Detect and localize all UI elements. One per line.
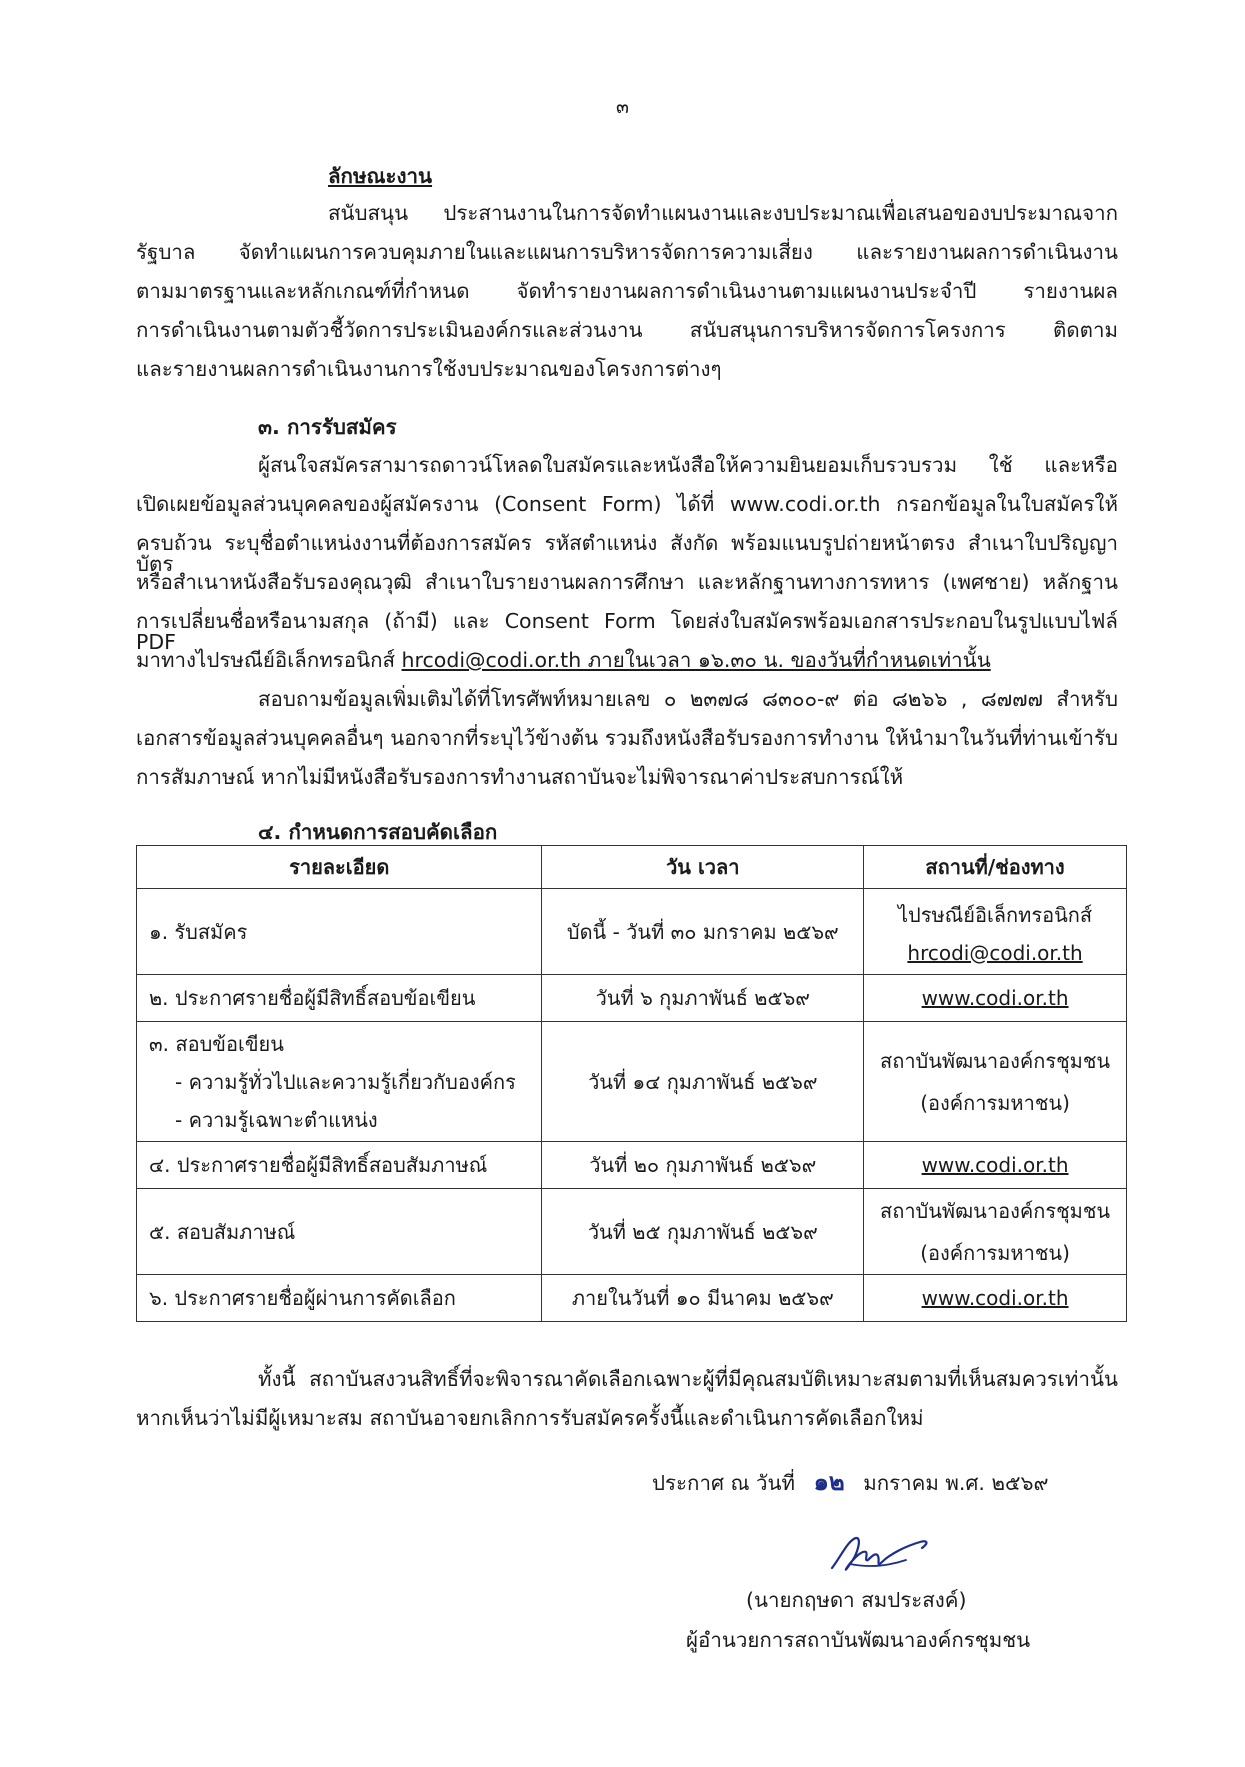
row-date: วันที่ ๖ กุมภาพันธ์ ๒๕๖๙ — [542, 975, 864, 1022]
job-heading: ลักษณะงาน — [328, 164, 433, 188]
announce-suffix: มกราคม พ.ศ. ๒๕๖๙ — [863, 1471, 1049, 1495]
col-header-place: สถานที่/ช่องทาง — [864, 846, 1127, 889]
announce-day: ๑๒ — [813, 1467, 845, 1496]
table-row — [137, 1022, 1127, 1142]
job-line: สนับสนุน ประสานงานในการจัดทำแผนงานและงบประมาณเพื่อเสนอของบประมาณจาก — [328, 201, 1118, 225]
apply-line: หรือสำเนาหนังสือรับรองคุณวุฒิ สำเนาใบรายงานผลการศึกษา และหลักฐานทางการทหาร (เพศชาย) หลักฐาน — [136, 570, 1118, 594]
apply-prefix: มาทางไปรษณีย์อิเล็กทรอนิกส์ — [136, 648, 402, 672]
table-row — [137, 1275, 1127, 1322]
contact-line: สอบถามข้อมูลเพิ่มเติมได้ที่โทรศัพท์หมายเลข ๐ ๒๓๗๘ ๘๓๐๐-๙ ต่อ ๘๒๖๖ , ๘๗๗๗ สำหรับ — [258, 687, 1118, 711]
job-line: และรายงานผลการดำเนินงานการใช้งบประมาณของโครงการต่างๆ — [136, 357, 722, 381]
signer-name: (นายกฤษดา สมประสงค์) — [746, 1588, 967, 1612]
apply-heading: ๓. การรับสมัคร — [258, 415, 397, 439]
row-detail — [137, 1022, 542, 1142]
table-row — [137, 889, 1127, 975]
row-detail: ๔. ประกาศรายชื่อผู้มีสิทธิ์สอบสัมภาษณ์ — [137, 1142, 542, 1189]
apply-line-last — [136, 650, 991, 671]
signer-title: ผู้อำนวยการสถาบันพัฒนาองค์กรชุมชน — [686, 1628, 1031, 1652]
row-detail: ๑. รับสมัคร — [137, 889, 542, 975]
row-place — [864, 1189, 1127, 1275]
table-header-row — [137, 846, 1127, 889]
table-row — [137, 975, 1127, 1022]
place-web-link[interactable]: www.codi.or.th — [864, 975, 1127, 1022]
announce-prefix: ประกาศ ณ วันที่ — [652, 1471, 796, 1495]
apply-line: เปิดเผยข้อมูลส่วนบุคคลของผู้สมัครงาน (Consent Form) ได้ที่ www.codi.or.th กรอกข้อมูลในใบสมัครให้ — [136, 492, 1118, 516]
place-line: สถาบันพัฒนาองค์กรชุมชน — [880, 1048, 1111, 1073]
place-web-link[interactable]: www.codi.or.th — [864, 1142, 1127, 1189]
row-date: วันที่ ๒๕ กุมภาพันธ์ ๒๕๖๙ — [542, 1189, 864, 1275]
schedule-table — [136, 845, 1127, 1322]
table-row — [137, 1142, 1127, 1189]
row-date: วันที่ ๒๐ กุมภาพันธ์ ๒๕๖๙ — [542, 1142, 864, 1189]
row-date: วันที่ ๑๔ กุมภาพันธ์ ๒๕๖๙ — [542, 1022, 864, 1142]
row-detail-sub: - ความรู้เฉพาะตำแหน่ง — [175, 1107, 378, 1132]
row-date: ภายในวันที่ ๑๐ มีนาคม ๒๕๖๙ — [542, 1275, 864, 1322]
place-web-link[interactable]: www.codi.or.th — [864, 1275, 1127, 1322]
job-line: รัฐบาล จัดทำแผนการควบคุมภายในและแผนการบริหารจัดการความเสี่ยง และรายงานผลการดำเนินงาน — [136, 240, 1118, 264]
contact-line: เอกสารข้อมูลส่วนบุคคลอื่นๆ นอกจากที่ระบุไว้ข้างต้น รวมถึงหนังสือรับรองการทำงาน ให้นำมาในวันที่ท่านเข้ารับ — [136, 726, 1118, 750]
contact-line: การสัมภาษณ์ หากไม่มีหนังสือรับรองการทำงานสถาบันจะไม่พิจารณาค่าประสบการณ์ให้ — [136, 765, 904, 789]
closing-line: หากเห็นว่าไม่มีผู้เหมาะสม สถาบันอาจยกเลิกการรับสมัครครั้งนี้และดำเนินการคัดเลือกใหม่ — [136, 1406, 924, 1430]
apply-email-deadline[interactable]: hrcodi@codi.or.th ภายในเวลา ๑๖.๓๐ น. ของวันที่กำหนดเท่านั้น — [401, 648, 991, 672]
row-place — [864, 889, 1127, 975]
apply-line: การเปลี่ยนชื่อหรือนามสกุล (ถ้ามี) และ Consent Form โดยส่งใบสมัครพร้อมเอกสารประกอบในรูปแบบไฟล์ PDF — [136, 609, 1118, 654]
row-detail: ๖. ประกาศรายชื่อผู้ผ่านการคัดเลือก — [137, 1275, 542, 1322]
job-line: การดำเนินงานตามตัวชี้วัดการประเมินองค์กรและส่วนงาน สนับสนุนการบริหารจัดการโครงการ ติดตาม — [136, 318, 1118, 342]
place-email-link[interactable]: hrcodi@codi.or.th — [907, 940, 1083, 965]
place-line: ไปรษณีย์อิเล็กทรอนิกส์ — [898, 902, 1093, 927]
row-place — [864, 1022, 1127, 1142]
apply-line: ผู้สนใจสมัครสามารถดาวน์โหลดใบสมัครและหนังสือให้ความยินยอมเก็บรวบรวม ใช้ และหรือ — [258, 453, 1118, 477]
job-line: ตามมาตรฐานและหลักเกณฑ์ที่กำหนด จัดทำรายงานผลการดำเนินงานตามแผนงานประจำปี รายงานผล — [136, 279, 1118, 303]
place-line: (องค์การมหาชน) — [920, 1090, 1070, 1115]
row-date: บัดนี้ - วันที่ ๓๐ มกราคม ๒๕๖๙ — [542, 889, 864, 975]
schedule-heading: ๔. กำหนดการสอบคัดเลือก — [258, 820, 498, 844]
announce-date — [652, 1467, 1049, 1496]
place-line: สถาบันพัฒนาองค์กรชุมชน — [880, 1198, 1111, 1223]
page-number: ๓ — [616, 96, 629, 118]
row-detail-sub: - ความรู้ทั่วไปและความรู้เกี่ยวกับองค์กร — [175, 1069, 516, 1094]
closing-line: ทั้งนี้ สถาบันสงวนสิทธิ์ที่จะพิจารณาคัดเลือกเฉพาะผู้ที่มีคุณสมบัติเหมาะสมตามที่เห็นสมควรเท่านั้น — [258, 1367, 1118, 1391]
apply-line: ครบถ้วน ระบุชื่อตำแหน่งงานที่ต้องการสมัคร รหัสตำแหน่ง สังกัด พร้อมแนบรูปถ่ายหน้าตรง สำเนาใบปริญญาบัตร — [136, 531, 1118, 576]
table-row — [137, 1189, 1127, 1275]
signature-image — [810, 1520, 950, 1590]
place-line: (องค์การมหาชน) — [920, 1240, 1070, 1265]
row-detail-title: ๓. สอบข้อเขียน — [149, 1031, 284, 1056]
row-detail: ๕. สอบสัมภาษณ์ — [137, 1189, 542, 1275]
col-header-date: วัน เวลา — [542, 846, 864, 889]
row-detail: ๒. ประกาศรายชื่อผู้มีสิทธิ์สอบข้อเขียน — [137, 975, 542, 1022]
col-header-detail: รายละเอียด — [137, 846, 542, 889]
